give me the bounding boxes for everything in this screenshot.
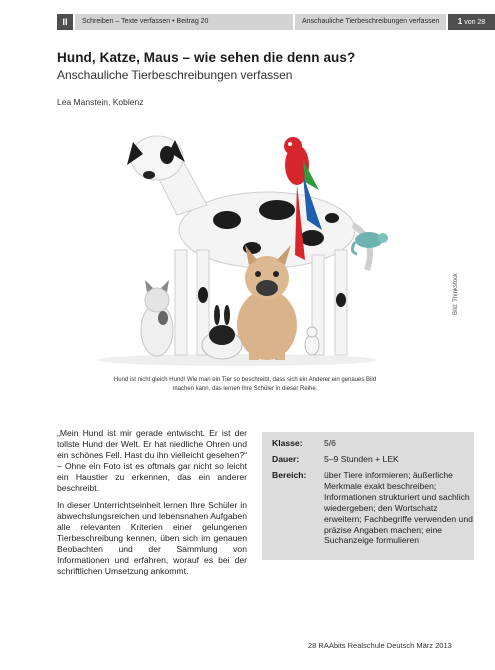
info-label: Klasse: [272,438,303,448]
author: Lea Manstein, Koblenz [57,97,144,107]
mouse-illustration [305,327,319,355]
image-credit: Bild: Thinkstock [453,273,459,315]
animals-photo [57,120,437,370]
page-footer: 28 RAAbits Realschule Deutsch März 2013 [308,641,452,650]
intro-paragraph: In dieser Unterrichtseinheit lernen Ihre Schüler in abwechslungsreichen und lebensnahen Aufgaben alle relevanten Kriterien einer gelungenen Tierbeschreibung kennen, üben sich im genauen Beobachten und der Sammlung von Informationen und erfahren, worauf es bei der schriftlichen Umsetzung ankommt. [57,500,247,576]
page-subtitle: Anschauliche Tierbeschreibungen verfassen [57,68,293,82]
kitten-illustration [141,280,173,356]
intro-paragraph: „Mein Hund ist mir gerade entwischt. Er ist der tollste Hund der Welt. Er hat niedliche Ohren und ein schönes Fell. Hast du ihn vielleicht gesehen?“ – Ohne ein Foto ist es oftmals gar nicht so leicht ein Haustier zu erkennen, das ein anderer beschreibt. [57,428,247,493]
info-value: über Tiere informieren; äußerliche Merkmale exakt beschreiben; Informationen strukturiert und sachlich wiedergeben; den Wortschatz erweitern; Fachbegriffe verwenden und präzise Angaben machen; eine Suchanzeige formulieren [324,470,473,546]
page-header [57,14,486,30]
breadcrumb: Schreiben – Texte verfassen • Beitrag 20 [75,14,293,30]
info-value: 5/6 [324,438,336,448]
page-total: von 28 [464,19,486,26]
image-caption: Hund ist nicht gleich Hund! Wie man ein Tier so beschreibt, dass sich ein Anderer ein genaues Bild machen kann, das lernen Ihre Schüler in dieser Reihe. [113,377,377,392]
info-label: Dauer: [272,454,300,464]
info-label: Bereich: [272,470,307,480]
section-badge: II [57,14,73,30]
intro-text [57,428,247,584]
info-value: 5–9 Stunden + LEK [324,454,399,464]
page-number: 1 [457,17,463,26]
info-box [262,432,474,560]
page-title: Hund, Katze, Maus – wie sehen die denn aus? [57,50,356,65]
header-title: Anschauliche Tierbeschreibungen verfassen [295,14,446,30]
page-indicator [448,14,495,30]
